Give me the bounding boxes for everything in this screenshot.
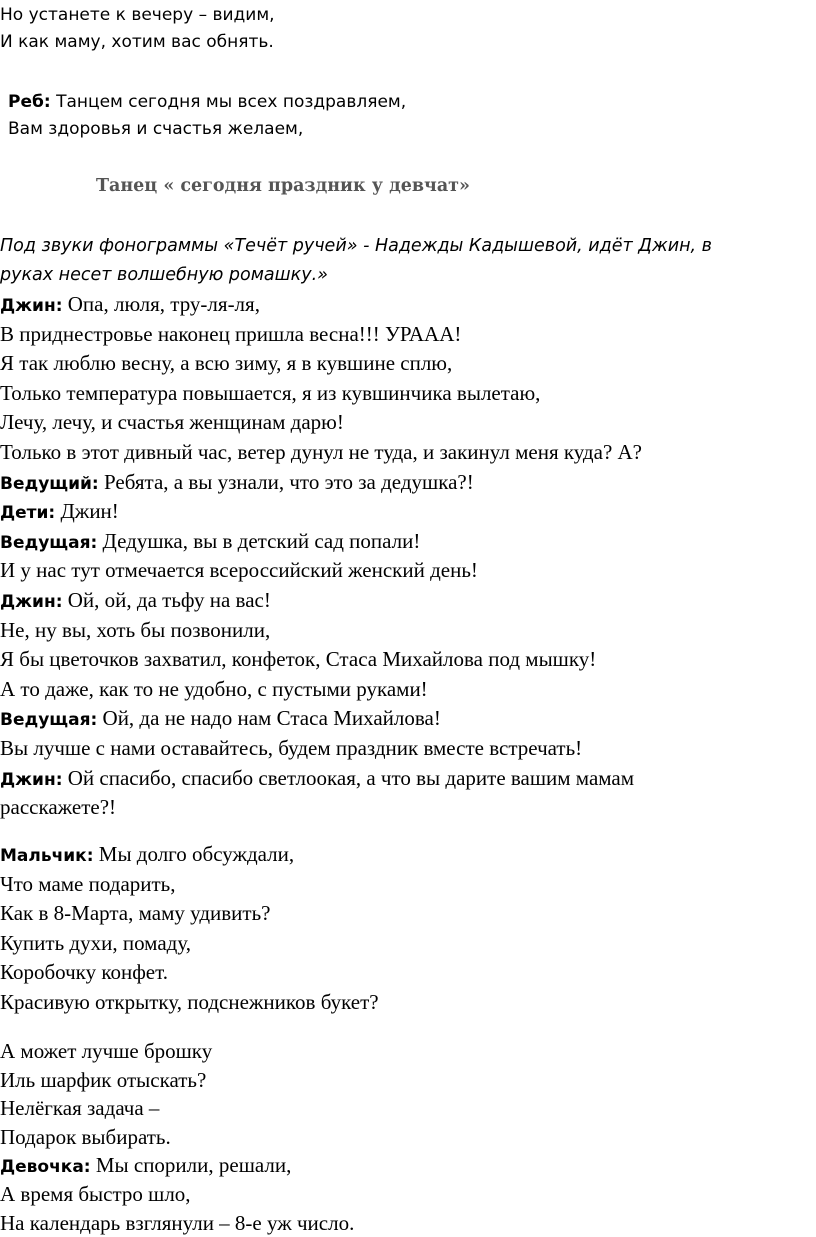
line-text: А то даже, как то не удобно, с пустыми руками! (0, 676, 428, 701)
dialogue-line (0, 408, 642, 438)
line-text: На календарь взглянули – 8-е уж число. (0, 1210, 355, 1235)
line-text: Лечу, лечу, и счастья женщинам дарю! (0, 410, 344, 435)
line-text: Дедушка, вы в детский сад попали! (97, 528, 421, 553)
dialogue-line (0, 468, 642, 498)
poem2-line (0, 1066, 354, 1095)
speaker-label: Джин: (0, 296, 63, 316)
dialogue-line (0, 586, 642, 616)
line-text: Подарок выбирать. (0, 1124, 171, 1149)
poem2-line (0, 1094, 354, 1123)
line-text: Мы спорили, решали, (90, 1153, 292, 1178)
speaker-label: Ведущая: (0, 532, 98, 553)
speaker-label: Ведущий: (0, 473, 99, 494)
dialogue-line (0, 349, 642, 379)
poem1-line (0, 929, 379, 959)
line-text: Только температура повышается, я из кувшинчика вылетаю, (0, 380, 541, 405)
poem2-line (0, 1037, 354, 1066)
line-text: Мы долго обсуждали, (93, 842, 295, 866)
dialogue-line (0, 497, 642, 527)
dialogue-line (0, 556, 642, 586)
dance-title: Танец « сегодня праздник у девчат» (96, 176, 470, 196)
dialogue-line (0, 438, 642, 468)
speaker-label: Джин: (0, 591, 63, 612)
line-text: И у нас тут отмечается всероссийский женский день! (0, 558, 478, 583)
line-text: расскажете?! (0, 795, 117, 820)
poem1-line (0, 988, 379, 1018)
dialogue-line (0, 675, 642, 705)
line-text: Ой, ой, да тьфу на вас! (62, 587, 271, 612)
dialogue-line (0, 320, 642, 350)
line-text: Красивую открытку, подснежников букет? (0, 989, 379, 1014)
line-text: А может лучше брошку (0, 1039, 213, 1063)
line-text: Как в 8-Марта, маму удивить? (0, 901, 271, 926)
line-text: Нелёгкая задача – (0, 1096, 160, 1121)
speaker-label: Мальчик: (0, 846, 94, 866)
poem2-line (0, 1209, 354, 1237)
stage-direction-line-2: руках несет волшебную ромашку.» (0, 265, 328, 285)
line-text: Джин! (55, 499, 119, 524)
poem2-line (0, 1180, 354, 1209)
line-text: Что маме подарить, (0, 871, 176, 896)
line-text: Иль шарфик отыскать? (0, 1067, 207, 1092)
reb-line-2: Вам здоровья и счастья желаем, (8, 119, 304, 139)
line-text: Вы лучше с нами оставайтесь, будем праздник вместе встречать! (0, 735, 583, 760)
line-text: Купить духи, помаду, (0, 930, 191, 955)
speaker-label: Джин: (0, 769, 63, 790)
poem2-line (0, 1151, 354, 1180)
poem-block-1 (0, 840, 379, 1018)
dialogue-line (0, 616, 642, 646)
dialogue-line (0, 527, 642, 557)
dialogue-line (0, 793, 642, 823)
line-text: В приднестровье наконец пришла весна!!! УРААА! (0, 321, 462, 346)
poem2-line (0, 1123, 354, 1152)
line-text: Ой спасибо, спасибо светлоокая, а что вы дарите вашим мамам (62, 765, 635, 790)
dialogue-line (0, 704, 642, 734)
dialogue-block (0, 290, 642, 823)
stage-direction-line-1: Под звуки фонограммы «Течёт ручей» - Надежды Кадышевой, идёт Джин, в (0, 236, 712, 256)
poem1-line (0, 840, 379, 870)
speaker-label: Дети: (0, 503, 56, 524)
line-text: Ребята, а вы узнали, что это за дедушка?! (98, 469, 474, 494)
line-text: Опа, люля, тру-ля-ля, (62, 292, 260, 316)
dialogue-line (0, 764, 642, 794)
intro-line-2: И как маму, хотим вас обнять. (0, 32, 274, 52)
line-text: Не, ну вы, хоть бы позвонили, (0, 617, 271, 642)
poem1-line (0, 870, 379, 900)
speaker-label: Ведущая: (0, 710, 98, 731)
line-text: Я так люблю весну, а всю зиму, я в кувшине сплю, (0, 351, 453, 376)
dialogue-line (0, 645, 642, 675)
line-text: Ой, да не надо нам Стаса Михайлова! (97, 706, 441, 731)
speaker-label: Девочка: (0, 1157, 91, 1178)
intro-line-1: Но устанете к вечеру – видим, (0, 5, 275, 25)
line-text: Я бы цветочков захватил, конфеток, Стаса Михайлова под мышку! (0, 647, 597, 672)
dialogue-line (0, 290, 642, 320)
line-text: Только в этот дивный час, ветер дунул не туда, и закинул меня куда? А? (0, 439, 642, 464)
poem-block-2 (0, 1037, 354, 1237)
poem1-line (0, 958, 379, 988)
line-text: А время быстро шло, (0, 1181, 191, 1206)
reb-text-1: Танцем сегодня мы всех поздравляем, (56, 92, 407, 112)
speaker-label: Реб: (8, 92, 51, 112)
dialogue-line (0, 379, 642, 409)
line-text: Коробочку конфет. (0, 960, 168, 985)
dialogue-line (0, 734, 642, 764)
poem1-line (0, 899, 379, 929)
reb-line-1 (8, 89, 406, 116)
